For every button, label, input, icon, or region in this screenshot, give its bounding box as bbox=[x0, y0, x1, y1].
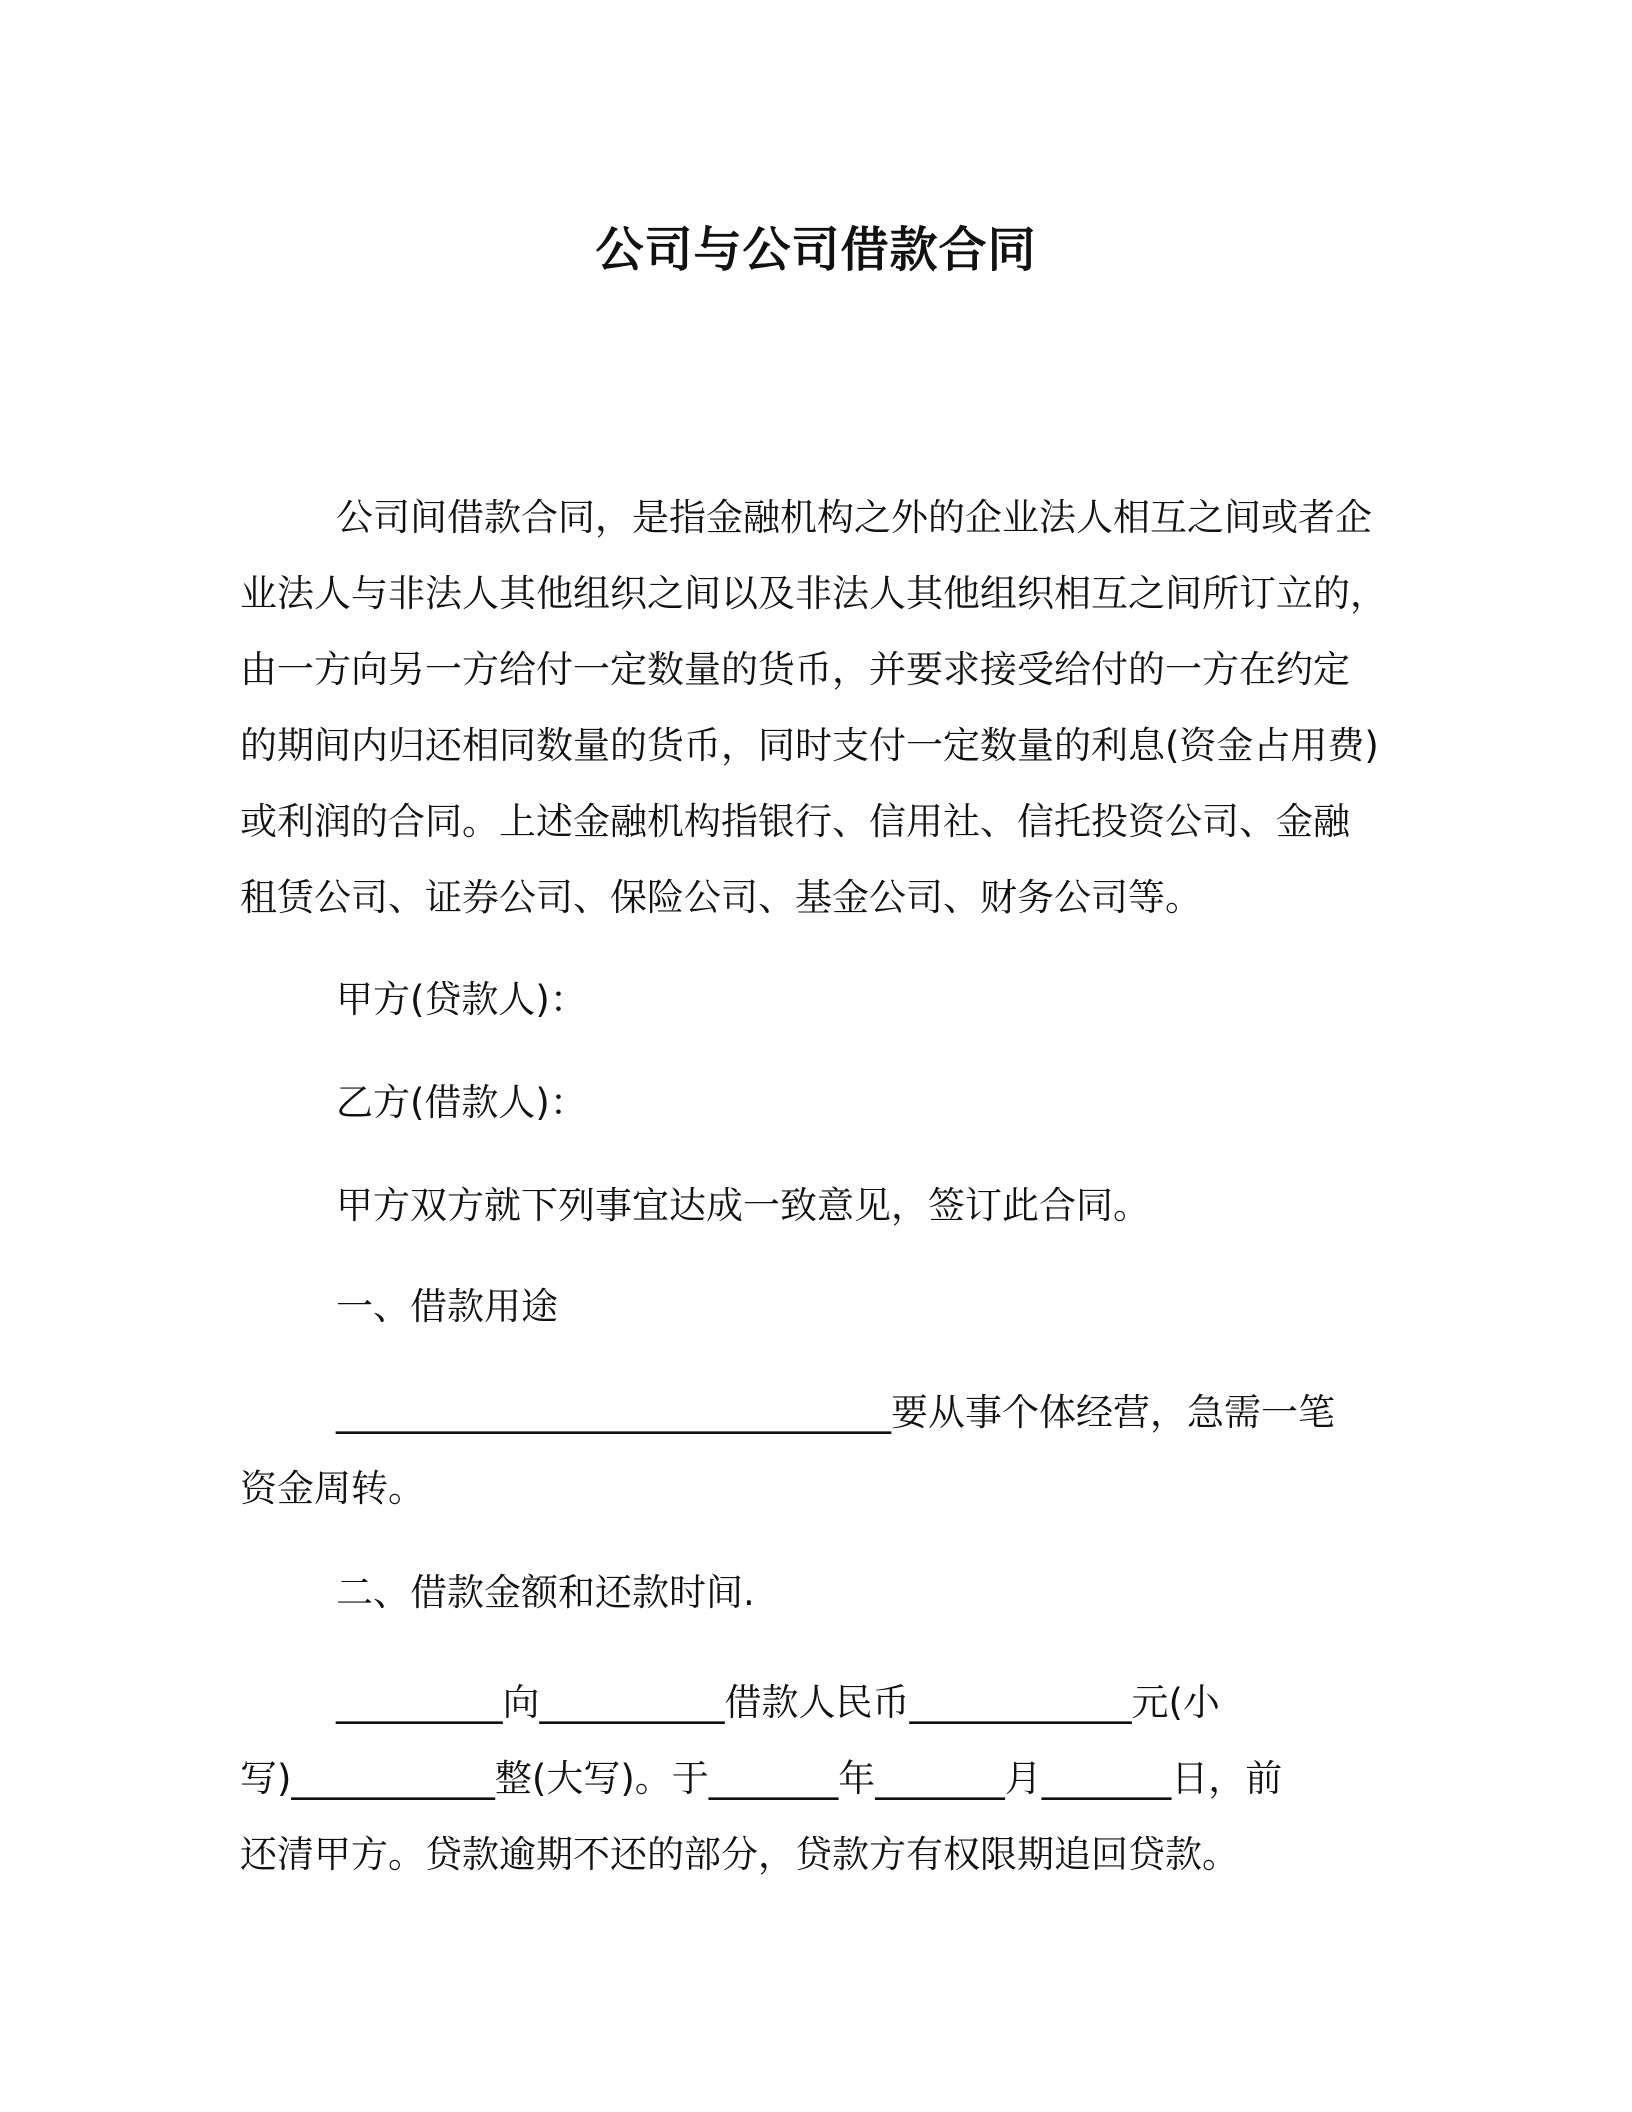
agreement-paragraph bbox=[240, 1168, 1400, 1244]
section-1 bbox=[240, 1269, 1400, 1345]
party-b bbox=[240, 1065, 1400, 1141]
section-2-line: _________向__________借款人民币____________元(小 bbox=[336, 1681, 1220, 1724]
section-1-line: ______________________________要从事个体经营，急需一笔 bbox=[336, 1391, 1335, 1434]
agreement-text: 甲方双方就下列事宜达成一致意见，签订此合同。 bbox=[336, 1184, 1150, 1227]
intro-line: 公司间借款合同，是指金融机构之外的企业法人相互之间或者企 bbox=[336, 496, 1372, 539]
section-1-line: 资金周转。 bbox=[240, 1467, 425, 1510]
document-title: 公司与公司借款合同 bbox=[595, 222, 1037, 278]
intro-line: 由一方向另一方给付一定数量的货币，并要求接受给付的一方在约定 bbox=[240, 648, 1350, 691]
party-a bbox=[240, 962, 1400, 1038]
section-2 bbox=[240, 1555, 1400, 1631]
intro-line: 租赁公司、证券公司、保险公司、基金公司、财务公司等。 bbox=[240, 876, 1202, 919]
intro-line: 的期间内归还相同数量的货币，同时支付一定数量的利息(资金占用费) bbox=[240, 724, 1379, 767]
intro-line: 或利润的合同。上述金融机构指银行、信用社、信托投资公司、金融 bbox=[240, 800, 1350, 843]
intro-line: 业法人与非法人其他组织之间以及非法人其他组织相互之间所订立的， bbox=[240, 572, 1387, 615]
section-2-body bbox=[240, 1665, 1400, 1893]
section-1-body bbox=[240, 1375, 1400, 1527]
section-2-line: 还清甲方。贷款逾期不还的部分，贷款方有权限期追回贷款。 bbox=[240, 1833, 1239, 1876]
party-a-label: 甲方(贷款人)： bbox=[336, 978, 587, 1021]
section-2-heading: 二、借款金额和还款时间. bbox=[336, 1571, 755, 1614]
section-1-heading: 一、借款用途 bbox=[336, 1285, 558, 1328]
party-b-label: 乙方(借款人)： bbox=[336, 1081, 587, 1124]
intro-paragraph bbox=[240, 480, 1400, 936]
section-2-line: 写)___________整(大写)。于_______年_______月_______日，前 bbox=[240, 1757, 1283, 1800]
